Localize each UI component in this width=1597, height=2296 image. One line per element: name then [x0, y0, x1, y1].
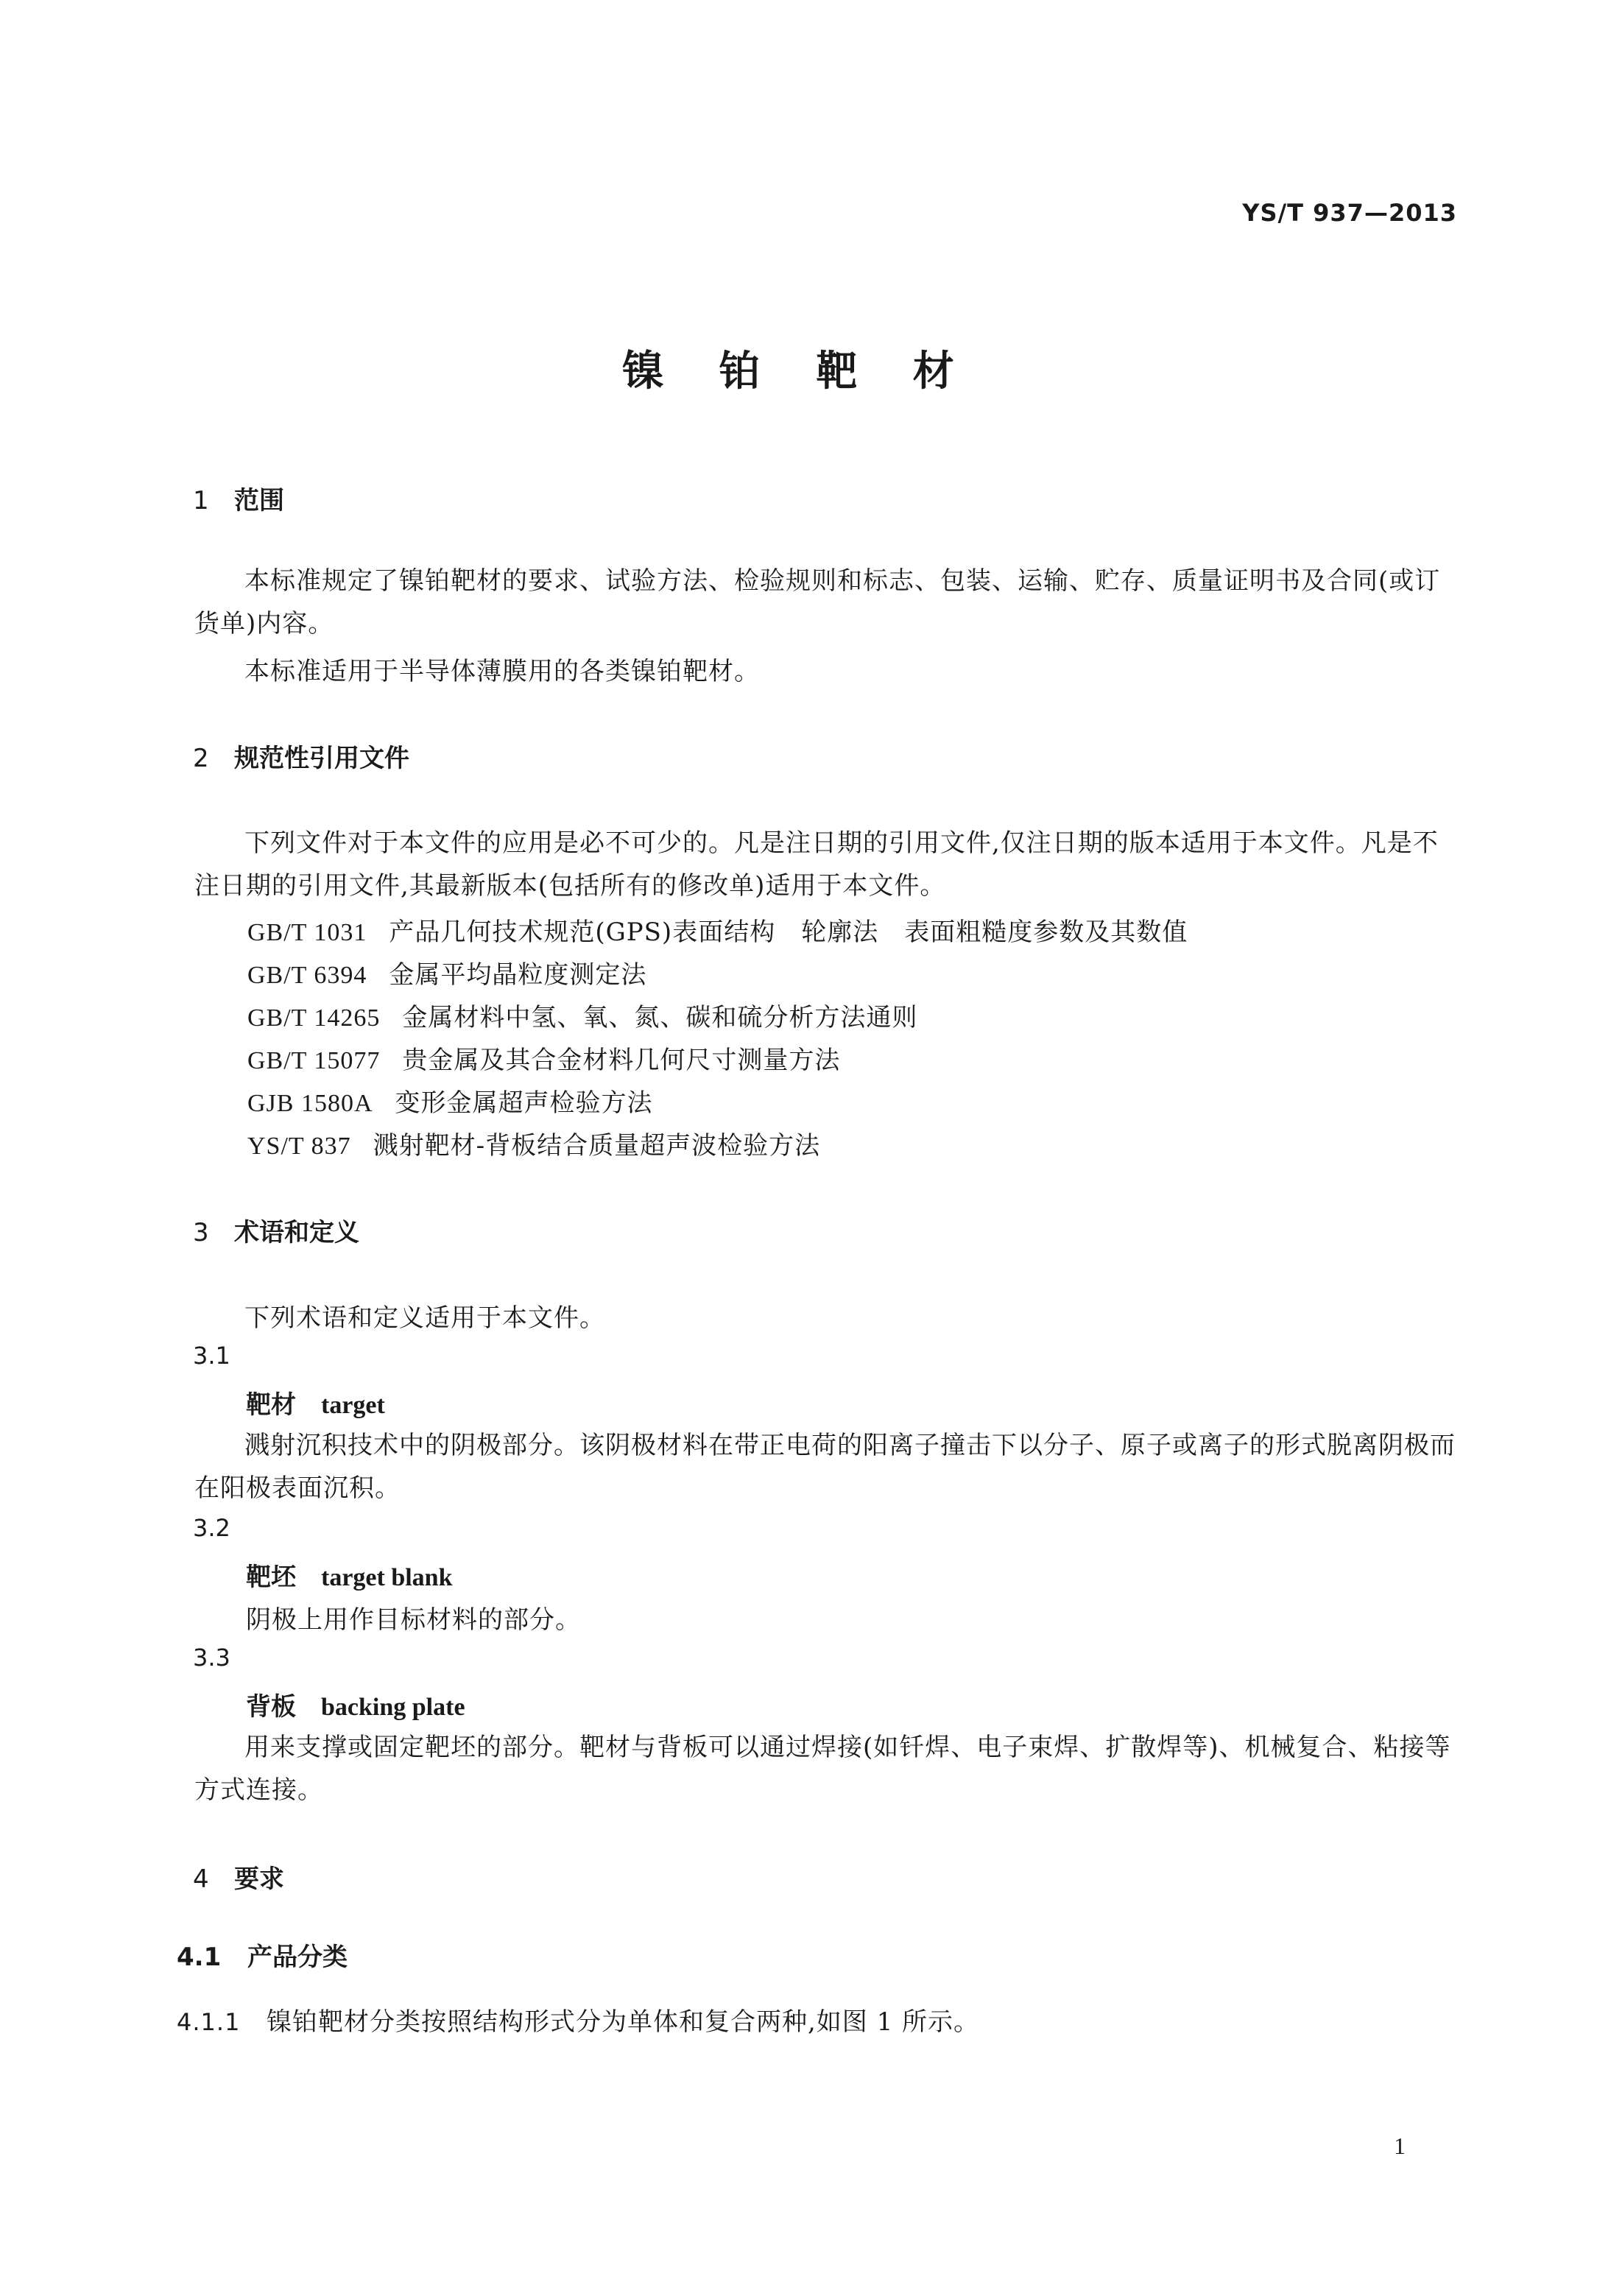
- term-heading: [246, 1557, 453, 1593]
- term-en: backing plate: [321, 1694, 465, 1721]
- reference-code: GB/T 14265: [247, 1004, 381, 1032]
- reference-title: 贵金属及其合金材料几何尺寸测量方法: [402, 1046, 841, 1075]
- section-number: 2: [193, 744, 209, 773]
- section-4-heading: [193, 1859, 284, 1895]
- reference-title: 变形金属超声检验方法: [395, 1088, 653, 1118]
- term-zh: 背板: [246, 1692, 296, 1722]
- subsection-number: 4.1: [177, 1943, 222, 1972]
- term-definition: 用来支撑或固定靶坯的部分。靶材与背板可以通过焊接(如钎焊、电子束焊、扩散焊等)、机械复合、粘接等方式连接。: [194, 1733, 1451, 1805]
- section-title: 规范性引用文件: [234, 744, 409, 773]
- normative-reference: [247, 954, 646, 990]
- reference-code: GB/T 1031: [247, 919, 367, 946]
- term-definition: 阴极上用作目标材料的部分。: [246, 1605, 581, 1635]
- normative-reference: [247, 1040, 840, 1076]
- section-1-paragraph-2: 本标准适用于半导体薄膜用的各类镍铂靶材。: [244, 657, 760, 686]
- clause-4-1-1: [177, 2001, 979, 2038]
- term-heading: [246, 1686, 465, 1722]
- term-en: target blank: [321, 1564, 453, 1591]
- term-number: 3.2: [193, 1514, 230, 1542]
- term-definition: 溅射沉积技术中的阴极部分。该阴极材料在带正电荷的阳离子撞击下以分子、原子或离子的形式脱离阴极而在阳极表面沉积。: [194, 1431, 1456, 1503]
- reference-code: GJB 1580A: [247, 1090, 373, 1117]
- term-number: 3.3: [193, 1644, 230, 1672]
- section-title: 要求: [234, 1864, 284, 1894]
- reference-title: 金属平均晶粒度测定法: [389, 960, 647, 990]
- subsection-title: 产品分类: [247, 1943, 348, 1972]
- term-zh: 靶材: [246, 1390, 296, 1420]
- normative-reference: [247, 997, 917, 1033]
- section-2-heading: [193, 738, 409, 774]
- normative-reference: [247, 1125, 820, 1161]
- reference-title: 产品几何技术规范(GPS)表面结构 轮廓法 表面粗糙度参数及其数值: [389, 918, 1188, 947]
- section-number: 3: [193, 1218, 209, 1247]
- section-2-intro: 下列文件对于本文件的应用是必不可少的。凡是注日期的引用文件,仅注日期的版本适用于本文件。凡是不注日期的引用文件,其最新版本(包括所有的修改单)适用于本文件。: [194, 828, 1439, 901]
- term-heading: [246, 1384, 385, 1420]
- term-number: 3.1: [193, 1342, 230, 1370]
- standard-code: YS/T 937—2013: [1242, 199, 1457, 227]
- reference-code: GB/T 6394: [247, 962, 367, 989]
- reference-title: 溅射靶材-背板结合质量超声波检验方法: [373, 1131, 821, 1161]
- normative-reference: [247, 912, 1188, 948]
- normative-reference: [247, 1082, 653, 1119]
- section-title: 范围: [234, 486, 284, 515]
- clause-text: 镍铂靶材分类按照结构形式分为单体和复合两种,如图 1 所示。: [267, 2007, 980, 2037]
- reference-code: GB/T 15077: [247, 1047, 381, 1074]
- term-zh: 靶坯: [246, 1563, 296, 1592]
- document-title: 镍 铂 靶 材: [622, 348, 975, 395]
- term-en: target: [321, 1392, 385, 1419]
- reference-code: YS/T 837: [247, 1133, 351, 1160]
- section-1-paragraph-1: 本标准规定了镍铂靶材的要求、试验方法、检验规则和标志、包装、运输、贮存、质量证明书及合同(或订货单)内容。: [194, 566, 1441, 638]
- subsection-4-1-heading: [177, 1937, 348, 1973]
- section-1-heading: [193, 480, 284, 516]
- reference-title: 金属材料中氢、氧、氮、碳和硫分析方法通则: [402, 1003, 918, 1032]
- page-number: 1: [1394, 2133, 1406, 2159]
- section-number: 4: [193, 1864, 209, 1894]
- section-3-intro: 下列术语和定义适用于本文件。: [244, 1303, 605, 1333]
- section-title: 术语和定义: [234, 1218, 359, 1247]
- section-number: 1: [193, 486, 209, 515]
- section-3-heading: [193, 1212, 359, 1248]
- clause-number: 4.1.1: [177, 2008, 241, 2036]
